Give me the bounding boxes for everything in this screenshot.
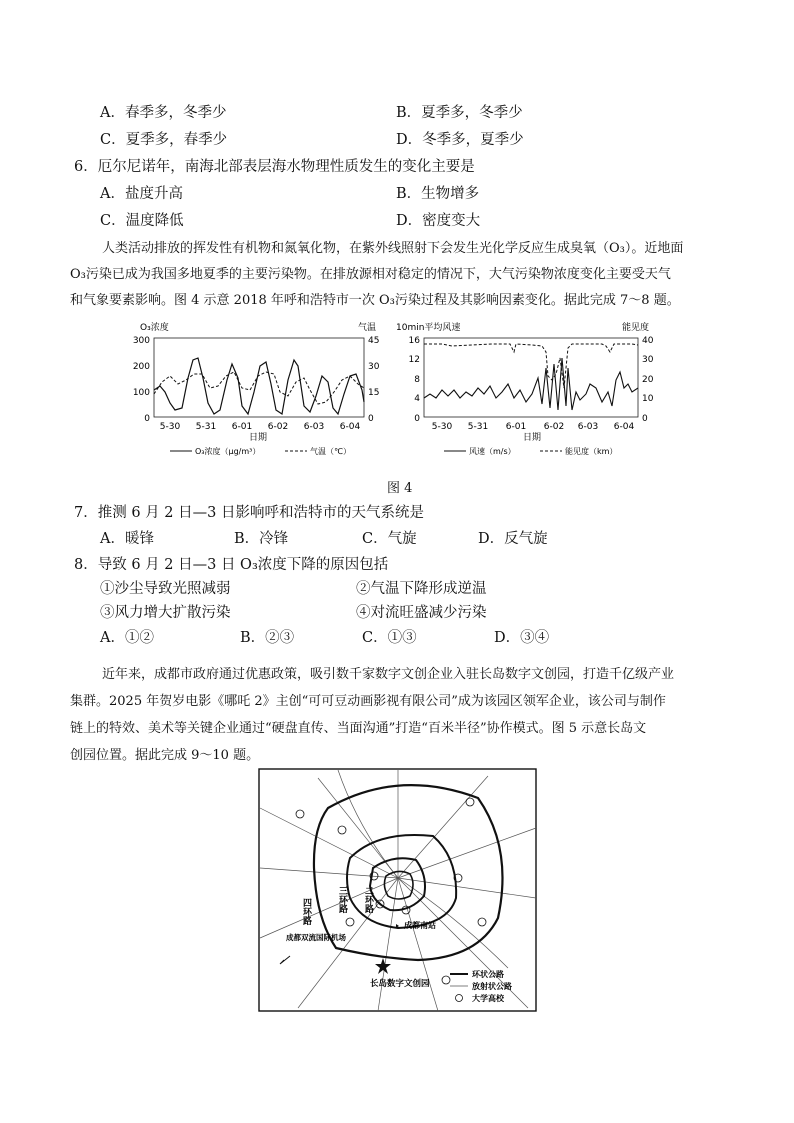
q8-statement-4: ④对流旺盛减少污染 [356,605,487,621]
x-tick: 6-03 [577,422,599,432]
x-tick: 6-02 [267,422,289,432]
q7-option-c: C．气旋 [362,531,417,547]
tick: 0 [144,414,150,424]
q8-stem: 8．导致 6 月 2 日—3 日 O₃浓度下降的原因包括 [74,557,389,573]
q6-option-a: A．盐度升高 [100,186,183,202]
tick: 16 [408,336,420,346]
x-tick: 6-04 [339,422,361,432]
legend-university: 大学高校 [472,994,504,1003]
tick: 20 [642,375,654,385]
tick: 300 [132,336,150,346]
q5-option-c: C．夏季多，春季少 [100,132,228,148]
chengdu-south-station-label: 成都南站 [404,921,436,930]
tick: 100 [132,388,150,398]
q8-option-c: C．①③ [362,630,417,646]
legend-o3: O₃浓度（μg/m³） [195,447,261,456]
tick: 30 [642,355,654,365]
tick: 40 [642,336,654,346]
x-tick: 6-01 [505,422,527,432]
legend-ring: 环状公路 [472,970,504,979]
q8-option-b: B．②③ [240,630,295,646]
x-tick: 5-31 [195,422,217,432]
x-tick: 6-01 [231,422,253,432]
passage-7-8-line2: O₃污染已成为我国多地夏季的主要污染物。在排放源相对稳定的情况下，大气污染物浓度变化主要受天气 [70,267,671,282]
figure5-chengdu-map [258,768,538,1013]
q6-option-b: B．生物增多 [396,186,480,202]
q6-option-d: D．密度变大 [396,213,481,229]
legend-temperature: 气温（℃） [310,447,351,456]
tick: 30 [368,362,380,372]
q8-statement-2: ②气温下降形成逆温 [356,581,487,597]
q6-stem: 6．厄尔尼诺年，南海北部表层海水物理性质发生的变化主要是 [74,159,475,175]
passage-9-10-line4: 创园位置。据此完成 9～10 题。 [70,748,260,763]
y-right-label: 气温 [358,323,377,333]
x-tick: 6-03 [303,422,325,432]
passage-9-10-line1: 近年来，成都市政府通过优惠政策，吸引数千家数字文创企业入驻长岛数字文创园，打造千亿级产业 [102,667,675,682]
passage-7-8-line1: 人类活动排放的挥发性有机物和氮氧化物，在紫外线照射下会发生光化学反应生成臭氧（O₃）。近地面 [102,241,684,256]
y-right-label: 能见度 [622,323,650,333]
passage-9-10-line2: 集群。2025 年贺岁电影《哪吒 2》主创“可可豆动画影视有限公司”成为该园区领军企业，该公司与制作 [70,694,666,709]
q8-statement-3: ③风力增大扩散污染 [100,605,231,621]
x-label: 日期 [248,433,268,443]
tick: 45 [368,336,380,346]
airport-label: 成都双流国际机场 [286,933,346,942]
q7-option-a: A．暖锋 [100,531,154,547]
visibility-series [424,344,638,388]
x-tick: 6-04 [613,422,635,432]
tick: 4 [414,394,420,404]
ring4-label: 四环路 [301,898,311,925]
legend-visibility: 能见度（km） [565,447,618,456]
tick: 8 [414,375,420,385]
y-left-label: O₃浓度 [140,323,169,333]
x-tick: 5-30 [431,422,453,432]
x-label: 日期 [522,433,542,443]
q6-option-c: C．温度降低 [100,213,184,229]
q8-option-a: A．①② [100,630,154,646]
o3-series [154,358,364,414]
q7-option-d: D．反气旋 [478,531,548,547]
y-left-label: 10min平均风速 [396,323,461,333]
tick: 0 [414,414,420,424]
figure4-caption: 图 4 [387,481,413,496]
x-tick: 6-02 [543,422,565,432]
tick: 12 [408,355,420,365]
x-tick: 5-30 [159,422,181,432]
q8-option-d: D．③④ [494,630,550,646]
legend-wind: 风速（m/s） [469,447,516,456]
passage-9-10-line3: 链上的特效、美术等关键企业通过“硬盘直传、当面沟通”打造“百米半径”协作模式。图 5 示意长岛文 [70,721,647,736]
q7-stem: 7．推测 6 月 2 日—3 日影响呼和浩特市的天气系统是 [74,505,424,521]
figure4-o3-temperature-chart [130,318,390,458]
tick: 15 [368,388,380,398]
q7-option-b: B．冷锋 [234,531,289,547]
ring3-label: 三环路 [337,886,347,913]
x-tick: 5-31 [467,422,489,432]
plot-frame [424,338,638,417]
tick: 10 [642,394,654,404]
tick: 200 [132,362,150,372]
q8-statement-1: ①沙尘导致光照减弱 [100,581,231,597]
figure4-wind-visibility-chart [392,318,662,458]
q5-option-b: B．夏季多，冬季少 [396,105,523,121]
q5-option-d: D．冬季多，夏季少 [396,132,524,148]
ring2-label: 二环路 [363,886,373,913]
tick: 0 [642,414,648,424]
park-label: 长岛数字文创园 [370,979,430,989]
legend-radial: 放射状公路 [472,982,512,991]
tick: 0 [368,414,374,424]
wind-speed-series [424,358,638,410]
passage-7-8-line3: 和气象要素影响。图 4 示意 2018 年呼和浩特市一次 O₃污染过程及其影响因素变化。据此完成 7～8 题。 [70,293,680,308]
q5-option-a: A．春季多，冬季少 [100,105,227,121]
